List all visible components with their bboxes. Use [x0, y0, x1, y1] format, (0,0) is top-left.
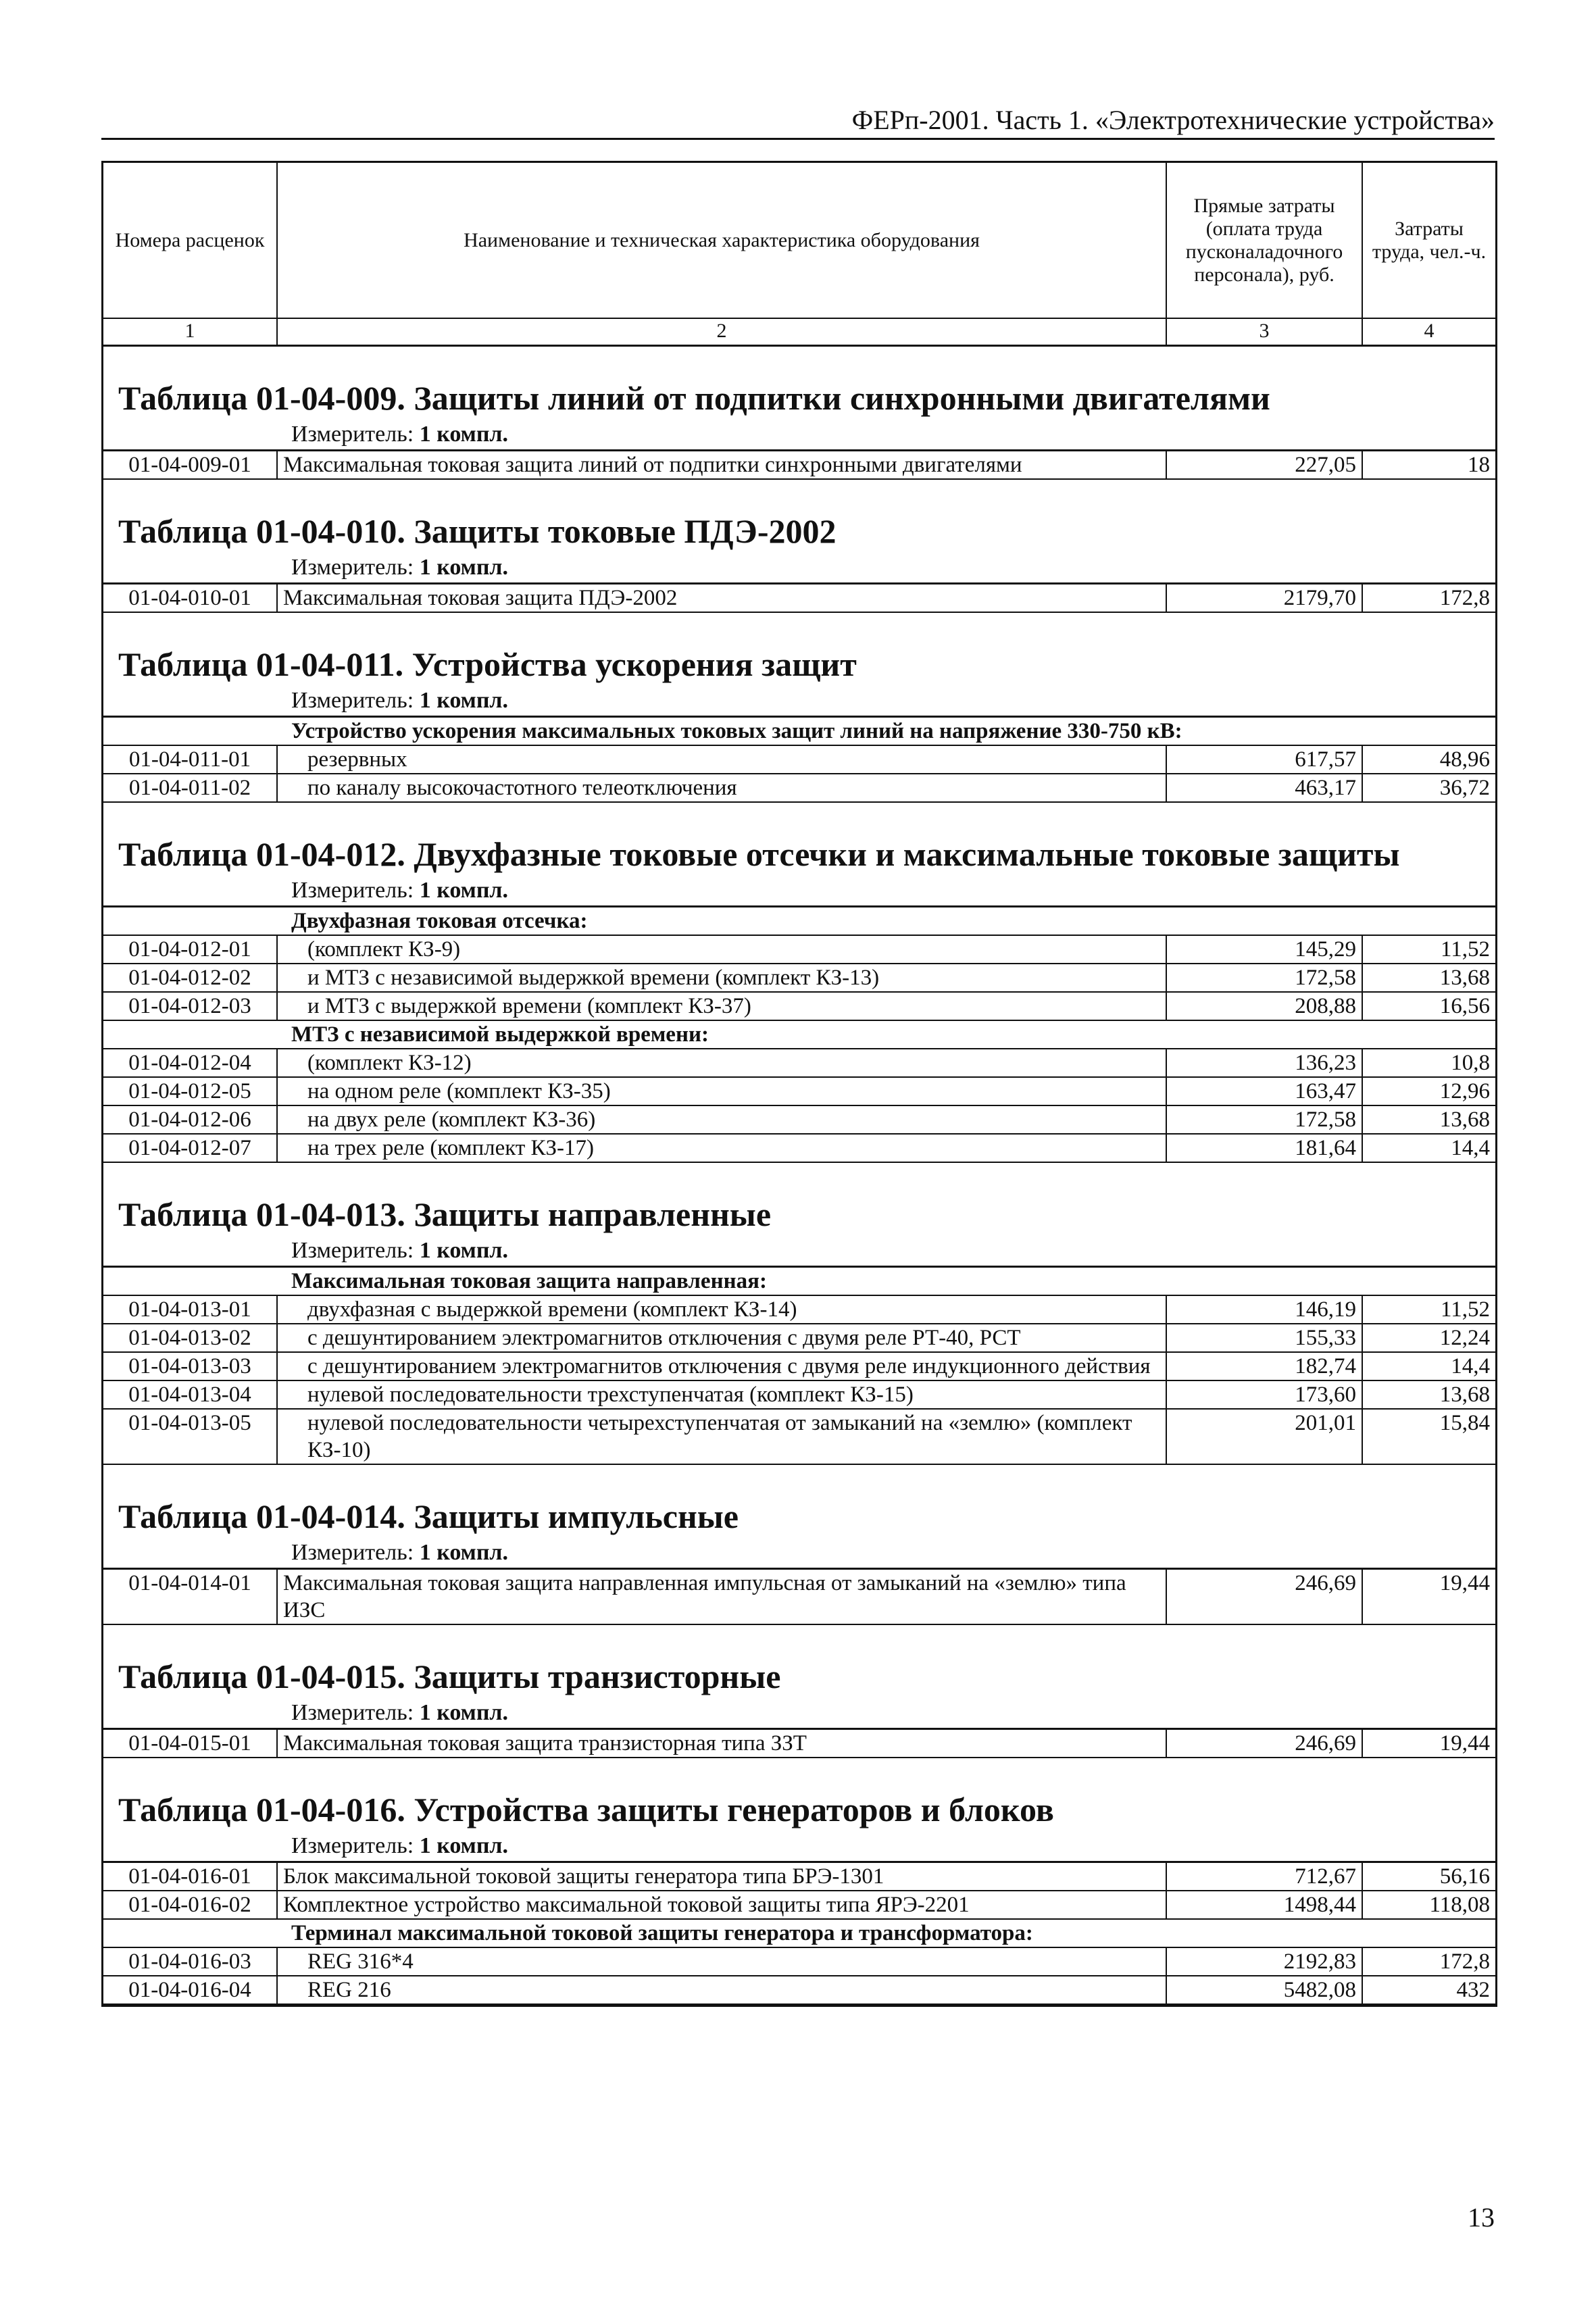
- table-row: [103, 746, 1495, 774]
- labor-cost: 11,52: [1363, 936, 1495, 964]
- unit-line: [103, 1538, 1495, 1568]
- table-row: [103, 1730, 1495, 1758]
- table-row: [103, 993, 1495, 1021]
- rate-code: 01-04-009-01: [103, 451, 278, 480]
- table-row: [103, 1078, 1495, 1106]
- table-row: [103, 584, 1495, 613]
- rate-table: [103, 1861, 1495, 2005]
- direct-cost: 1498,44: [1167, 1891, 1363, 1920]
- direct-cost: 227,05: [1167, 451, 1363, 480]
- rate-name: резервных: [278, 746, 1167, 774]
- rate-code: 01-04-016-04: [103, 1976, 278, 2005]
- table-title: Таблица 01-04-015. Защиты транзисторные: [118, 1658, 781, 1695]
- unit-value: 1 компл.: [419, 1700, 509, 1725]
- table-title: Таблица 01-04-011. Устройства ускорения защит: [118, 645, 857, 683]
- direct-cost: 136,23: [1167, 1049, 1363, 1078]
- rate-code: 01-04-010-01: [103, 584, 278, 613]
- rate-name: (комплект КЗ-9): [278, 936, 1167, 964]
- direct-cost: 246,69: [1167, 1730, 1363, 1758]
- rate-name: (комплект КЗ-12): [278, 1049, 1167, 1078]
- unit-line: [103, 1236, 1495, 1266]
- labor-cost: 12,24: [1363, 1324, 1495, 1353]
- table-row: [103, 1570, 1495, 1625]
- rate-name: и МТЗ с независимой выдержкой времени (комплект КЗ-13): [278, 964, 1167, 993]
- rate-name: нулевой последовательности трехступенчатая (комплект КЗ-15): [278, 1381, 1167, 1410]
- column-header-labor: Затраты труда, чел.-ч.: [1363, 161, 1495, 318]
- table-row: [103, 1381, 1495, 1410]
- table-row: [103, 1324, 1495, 1353]
- table-title: Таблица 01-04-012. Двухфазные токовые отсечки и максимальные токовые защиты: [118, 835, 1400, 873]
- section-heading: Максимальная токовая защита направленная:: [103, 1268, 1495, 1296]
- unit-line: [103, 686, 1495, 716]
- labor-cost: 432: [1363, 1976, 1495, 2005]
- rate-table: [103, 1728, 1495, 1758]
- unit-value: 1 компл.: [419, 878, 509, 903]
- column-numbers: [103, 318, 1495, 347]
- rate-table: [103, 905, 1495, 1163]
- unit-value: 1 компл.: [419, 1833, 509, 1858]
- table-title: Таблица 01-04-013. Защиты направленные: [118, 1195, 772, 1233]
- rate-table: [103, 1266, 1495, 1465]
- section-heading: МТЗ с независимой выдержкой времени:: [103, 1021, 1495, 1049]
- unit-label: Измеритель:: [291, 555, 414, 580]
- table-row: [103, 1106, 1495, 1135]
- rate-code: 01-04-011-01: [103, 746, 278, 774]
- rate-table: [103, 1568, 1495, 1625]
- rate-code: 01-04-012-02: [103, 964, 278, 993]
- rate-name: с дешунтированием электромагнитов отключения с двумя реле РТ-40, РСТ: [278, 1324, 1167, 1353]
- labor-cost: 14,4: [1363, 1135, 1495, 1163]
- rate-code: 01-04-013-01: [103, 1296, 278, 1324]
- unit-label: Измеритель:: [291, 1833, 414, 1858]
- direct-cost: 155,33: [1167, 1324, 1363, 1353]
- rate-code: 01-04-016-02: [103, 1891, 278, 1920]
- rate-name: на двух реле (комплект КЗ-36): [278, 1106, 1167, 1135]
- unit-value: 1 компл.: [419, 422, 509, 447]
- column-header-codes: Номера расценок: [103, 161, 278, 318]
- column-number: 3: [1167, 318, 1363, 347]
- direct-cost: 173,60: [1167, 1381, 1363, 1410]
- table-row: [103, 964, 1495, 993]
- labor-cost: 19,44: [1363, 1730, 1495, 1758]
- column-header-name: Наименование и техническая характеристика оборудования: [278, 161, 1167, 318]
- labor-cost: 13,68: [1363, 964, 1495, 993]
- direct-cost: 181,64: [1167, 1135, 1363, 1163]
- rate-name: Блок максимальной токовой защиты генератора типа БРЭ-1301: [278, 1863, 1167, 1891]
- labor-cost: 13,68: [1363, 1381, 1495, 1410]
- direct-cost: 145,29: [1167, 936, 1363, 964]
- unit-value: 1 компл.: [419, 1238, 509, 1263]
- rate-name: Максимальная токовая защита направленная импульсная от замыканий на «землю» типа ИЗС: [278, 1570, 1167, 1625]
- labor-cost: 118,08: [1363, 1891, 1495, 1920]
- labor-cost: 12,96: [1363, 1078, 1495, 1106]
- rate-code: 01-04-012-07: [103, 1135, 278, 1163]
- unit-value: 1 компл.: [419, 1540, 509, 1565]
- column-number: 4: [1363, 318, 1495, 347]
- labor-cost: 172,8: [1363, 584, 1495, 613]
- unit-label: Измеритель:: [291, 1238, 414, 1263]
- unit-label: Измеритель:: [291, 422, 414, 447]
- rate-name: по каналу высокочастотного телеотключения: [278, 774, 1167, 803]
- direct-cost: 208,88: [1167, 993, 1363, 1021]
- direct-cost: 146,19: [1167, 1296, 1363, 1324]
- rate-code: 01-04-011-02: [103, 774, 278, 803]
- column-number: 2: [278, 318, 1167, 347]
- unit-label: Измеритель:: [291, 878, 414, 903]
- table-row: [103, 451, 1495, 480]
- column-headers: [103, 161, 1495, 318]
- table-row: [103, 774, 1495, 803]
- table-row: [103, 936, 1495, 964]
- labor-cost: 11,52: [1363, 1296, 1495, 1324]
- table-row: [103, 1891, 1495, 1920]
- direct-cost: 2192,83: [1167, 1948, 1363, 1976]
- labor-cost: 13,68: [1363, 1106, 1495, 1135]
- labor-cost: 14,4: [1363, 1353, 1495, 1381]
- rate-name: на трех реле (комплект КЗ-17): [278, 1135, 1167, 1163]
- unit-label: Измеритель:: [291, 1700, 414, 1725]
- rate-name: Максимальная токовая защита транзисторная типа ЗЗТ: [278, 1730, 1167, 1758]
- rate-code: 01-04-012-06: [103, 1106, 278, 1135]
- rate-name: Максимальная токовая защита ПДЭ-2002: [278, 584, 1167, 613]
- table-row: [103, 1948, 1495, 1976]
- table-row: [103, 1049, 1495, 1078]
- labor-cost: 10,8: [1363, 1049, 1495, 1078]
- unit-line: [103, 553, 1495, 582]
- table-row: [103, 1976, 1495, 2005]
- unit-value: 1 компл.: [419, 688, 509, 713]
- direct-cost: 712,67: [1167, 1863, 1363, 1891]
- rate-code: 01-04-013-05: [103, 1410, 278, 1465]
- unit-line: [103, 1698, 1495, 1728]
- table-title: Таблица 01-04-010. Защиты токовые ПДЭ-2002: [118, 512, 837, 550]
- table-title: Таблица 01-04-016. Устройства защиты генераторов и блоков: [118, 1791, 1054, 1828]
- labor-cost: 18: [1363, 451, 1495, 480]
- rate-table: [103, 716, 1495, 803]
- unit-line: [103, 1831, 1495, 1861]
- direct-cost: 5482,08: [1167, 1976, 1363, 2005]
- unit-label: Измеритель:: [291, 688, 414, 713]
- rate-code: 01-04-013-02: [103, 1324, 278, 1353]
- rate-name: двухфазная с выдержкой времени (комплект КЗ-14): [278, 1296, 1167, 1324]
- rate-code: 01-04-012-05: [103, 1078, 278, 1106]
- direct-cost: 617,57: [1167, 746, 1363, 774]
- rate-name: с дешунтированием электромагнитов отключения с двумя реле индукционного действия: [278, 1353, 1167, 1381]
- rate-name: и МТЗ с выдержкой времени (комплект КЗ-37): [278, 993, 1167, 1021]
- table-title: Таблица 01-04-009. Защиты линий от подпитки синхронными двигателями: [118, 379, 1270, 417]
- rate-code: 01-04-012-03: [103, 993, 278, 1021]
- direct-cost: 163,47: [1167, 1078, 1363, 1106]
- rate-name: нулевой последовательности четырехступенчатая от замыканий на «землю» (комплект КЗ-10): [278, 1410, 1167, 1465]
- rate-code: 01-04-012-01: [103, 936, 278, 964]
- rates-document: [101, 161, 1497, 2007]
- running-header: ФЕРп-2001. Часть 1. «Электротехнические устройства»: [101, 103, 1495, 140]
- direct-cost: 463,17: [1167, 774, 1363, 803]
- table-row: [103, 1410, 1495, 1465]
- tables-container: [103, 376, 1495, 2005]
- section-heading: Терминал максимальной токовой защиты генератора и трансформатора:: [103, 1920, 1495, 1948]
- labor-cost: 36,72: [1363, 774, 1495, 803]
- labor-cost: 56,16: [1363, 1863, 1495, 1891]
- table-row: [103, 1135, 1495, 1163]
- rate-code: 01-04-013-03: [103, 1353, 278, 1381]
- rate-name: Максимальная токовая защита линий от подпитки синхронными двигателями: [278, 451, 1167, 480]
- column-header-direct-costs: Прямые затраты (оплата труда пусконаладочного персонала), руб.: [1167, 161, 1363, 318]
- direct-cost: 172,58: [1167, 1106, 1363, 1135]
- rate-name: REG 216: [278, 1976, 1167, 2005]
- rate-code: 01-04-016-03: [103, 1948, 278, 1976]
- table-row: [103, 1863, 1495, 1891]
- direct-cost: 182,74: [1167, 1353, 1363, 1381]
- section-heading: Двухфазная токовая отсечка:: [103, 907, 1495, 936]
- direct-cost: 172,58: [1167, 964, 1363, 993]
- labor-cost: 16,56: [1363, 993, 1495, 1021]
- rate-code: 01-04-013-04: [103, 1381, 278, 1410]
- table-row: [103, 1353, 1495, 1381]
- page-number: 13: [1468, 2202, 1495, 2233]
- direct-cost: 2179,70: [1167, 584, 1363, 613]
- rate-code: 01-04-012-04: [103, 1049, 278, 1078]
- labor-cost: 48,96: [1363, 746, 1495, 774]
- labor-cost: 172,8: [1363, 1948, 1495, 1976]
- rate-name: Комплектное устройство максимальной токовой защиты типа ЯРЭ-2201: [278, 1891, 1167, 1920]
- rate-name: REG 316*4: [278, 1948, 1167, 1976]
- section-heading: Устройство ускорения максимальных токовых защит линий на напряжение 330-750 кВ:: [103, 718, 1495, 746]
- table-title: Таблица 01-04-014. Защиты импульсные: [118, 1497, 739, 1535]
- table-row: [103, 1296, 1495, 1324]
- column-number: 1: [103, 318, 278, 347]
- direct-cost: 246,69: [1167, 1570, 1363, 1625]
- rate-code: 01-04-014-01: [103, 1570, 278, 1625]
- direct-cost: 201,01: [1167, 1410, 1363, 1465]
- unit-line: [103, 420, 1495, 449]
- unit-value: 1 компл.: [419, 555, 509, 580]
- rate-table: [103, 582, 1495, 613]
- labor-cost: 19,44: [1363, 1570, 1495, 1625]
- rate-code: 01-04-015-01: [103, 1730, 278, 1758]
- rate-name: на одном реле (комплект КЗ-35): [278, 1078, 1167, 1106]
- labor-cost: 15,84: [1363, 1410, 1495, 1465]
- unit-label: Измеритель:: [291, 1540, 414, 1565]
- rate-code: 01-04-016-01: [103, 1863, 278, 1891]
- unit-line: [103, 876, 1495, 905]
- rate-table: [103, 449, 1495, 480]
